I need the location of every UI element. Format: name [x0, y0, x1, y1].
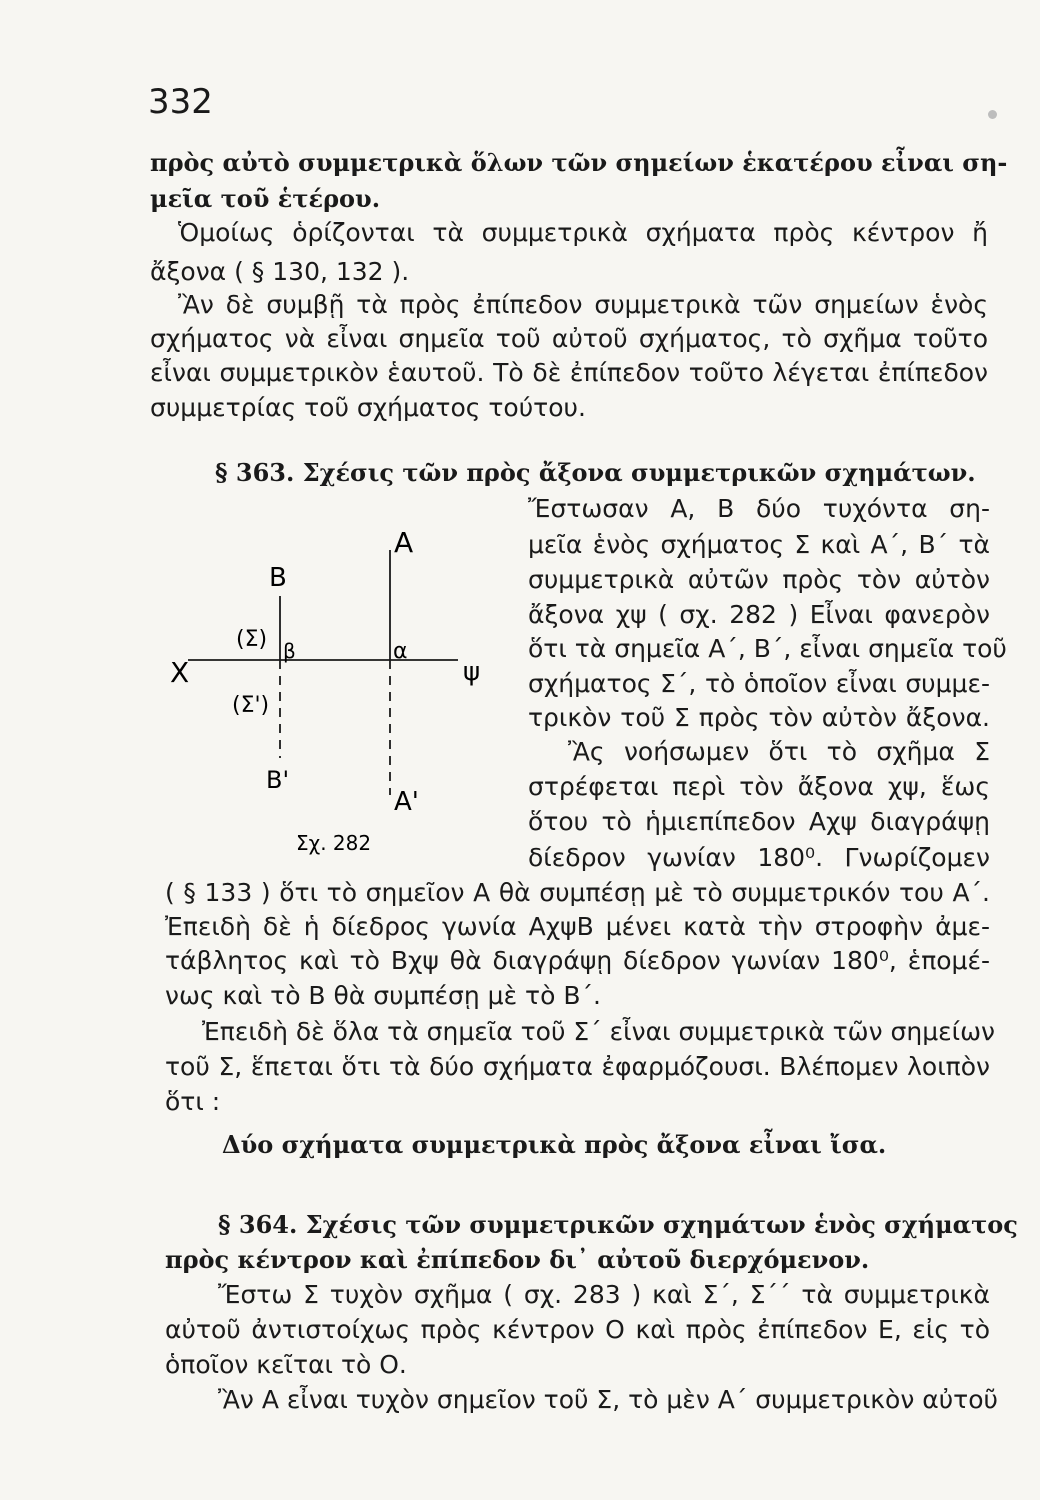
section-363-heading: § 363. Σχέσις τῶν πρὸς ἄξονα συμμετρικῶν σχημάτων.: [215, 458, 976, 487]
text-line: Ἂν Α εἶναι τυχὸν σημεῖον τοῦ Σ, τὸ μὲν Α΄ συμμετρικὸν αὐτοῦ: [218, 1385, 998, 1414]
text-line: ὅτι :: [165, 1087, 221, 1116]
text-line: τάβλητος καὶ τὸ Βχψ θὰ διαγράψῃ δίεδρον γωνίαν 180⁰, ἑπομέ-: [165, 946, 990, 975]
text-line: ( § 133 ) ὅτι τὸ σημεῖον Α θὰ συμπέσῃ μὲ τὸ συμμετρικόν του Α΄.: [165, 878, 990, 907]
text-line: αὐτοῦ ἀντιστοίχως πρὸς κέντρον Ο καὶ πρὸς ἐπίπεδον Ε, εἰς τὸ: [165, 1315, 990, 1344]
side-text-line: τρικὸν τοῦ Σ πρὸς τὸν αὐτὸν ἄξονα.: [528, 703, 990, 732]
label-sigma-prime: (Σ'): [232, 693, 270, 718]
text-line: νως καὶ τὸ Β θὰ συμπέσῃ μὲ τὸ Β΄.: [165, 981, 601, 1010]
label-sigma: (Σ): [236, 627, 268, 652]
side-text-line: σχήματος Σ΄, τὸ ὁποῖον εἶναι συμμε-: [528, 669, 990, 698]
text-line: συμμετρίας τοῦ σχήματος τούτου.: [150, 393, 586, 422]
page-number: 332: [148, 82, 213, 122]
figure-282: [150, 510, 530, 870]
side-text-line: ὅτι τὰ σημεῖα Α΄, Β΄, εἶναι σημεῖα τοῦ: [528, 634, 1007, 663]
scan-speck: [988, 110, 997, 119]
side-text-line: μεῖα ἑνὸς σχήματος Σ καὶ Α΄, Β΄ τὰ: [528, 530, 990, 559]
conclusion-statement: Δύο σχήματα συμμετρικὰ πρὸς ἄξονα εἶναι ἴσα.: [222, 1130, 887, 1159]
side-text-line: Ἂς νοήσωμεν ὅτι τὸ σχῆμα Σ: [568, 737, 990, 766]
text-line: τοῦ Σ, ἕπεται ὅτι τὰ δύο σχήματα ἐφαρμόζουσι. Βλέπομεν λοιπὸν: [165, 1052, 990, 1081]
section-364-heading-cont: πρὸς κέντρον καὶ ἐπίπεδον δι᾽ αὐτοῦ διερχόμενον.: [165, 1245, 870, 1274]
side-text-line: ὅτου τὸ ἡμιεπίπεδον Αχψ διαγράψῃ: [528, 807, 990, 836]
label-psi: ψ: [463, 657, 481, 687]
label-B-prime: B': [266, 766, 290, 794]
text-line: σχήματος νὰ εἶναι σημεῖα τοῦ αὐτοῦ σχήματος, τὸ σχῆμα τοῦτο: [150, 324, 988, 353]
text-line: εἶναι συμμετρικὸν ἑαυτοῦ. Τὸ δὲ ἐπίπεδον τοῦτο λέγεται ἐπίπεδον: [150, 358, 988, 387]
text-line: Ἐπειδὴ δὲ ἡ δίεδρος γωνία ΑχψΒ μένει κατὰ τὴν στροφὴν ἀμε-: [165, 912, 990, 941]
side-text-line: Ἔστωσαν Α, Β δύο τυχόντα ση-: [528, 494, 990, 523]
side-text-line: συμμετρικὰ αὐτῶν πρὸς τὸν αὐτὸν: [528, 565, 990, 594]
side-text-line: ἄξονα χψ ( σχ. 282 ) Εἶναι φανερὸν: [528, 600, 990, 629]
label-A: A: [394, 526, 414, 559]
label-alpha: α: [393, 639, 408, 664]
text-line: Ὁμοίως ὁρίζονται τὰ συμμετρικὰ σχήματα πρὸς κέντρον ἤ: [178, 218, 988, 247]
label-A-prime: A': [394, 787, 419, 817]
side-text-line: δίεδρον γωνίαν 180⁰. Γνωρίζομεν: [528, 843, 990, 872]
text-line: Ἂν δὲ συμβῇ τὰ πρὸς ἐπίπεδον συμμετρικὰ τῶν σημείων ἑνὸς: [178, 290, 988, 319]
text-line: μεῖα τοῦ ἑτέρου.: [150, 184, 381, 213]
text-line: ἄξονα ( § 130, 132 ).: [150, 257, 410, 286]
side-text-line: στρέφεται περὶ τὸν ἄξονα χψ, ἕως: [528, 772, 990, 801]
label-beta: β: [283, 639, 296, 663]
figure-caption: Σχ. 282: [296, 831, 372, 855]
section-364-heading: § 364. Σχέσις τῶν συμμετρικῶν σχημάτων ἑνὸς σχήματος: [218, 1210, 1018, 1239]
text-line: ὁποῖον κεῖται τὸ Ο.: [165, 1350, 407, 1379]
label-B: B: [269, 563, 287, 593]
text-line: Ἔστω Σ τυχὸν σχῆμα ( σχ. 283 ) καὶ Σ΄, Σ΄΄ τὰ συμμετρικὰ: [218, 1280, 990, 1309]
text-line: πρὸς αὐτὸ συμμετρικὰ ὅλων τῶν σημείων ἑκατέρου εἶναι ση-: [150, 148, 1008, 177]
label-chi: X: [170, 656, 190, 689]
text-line: Ἐπειδὴ δὲ ὅλα τὰ σημεῖα τοῦ Σ΄ εἶναι συμμετρικὰ τῶν σημείων: [202, 1017, 995, 1046]
